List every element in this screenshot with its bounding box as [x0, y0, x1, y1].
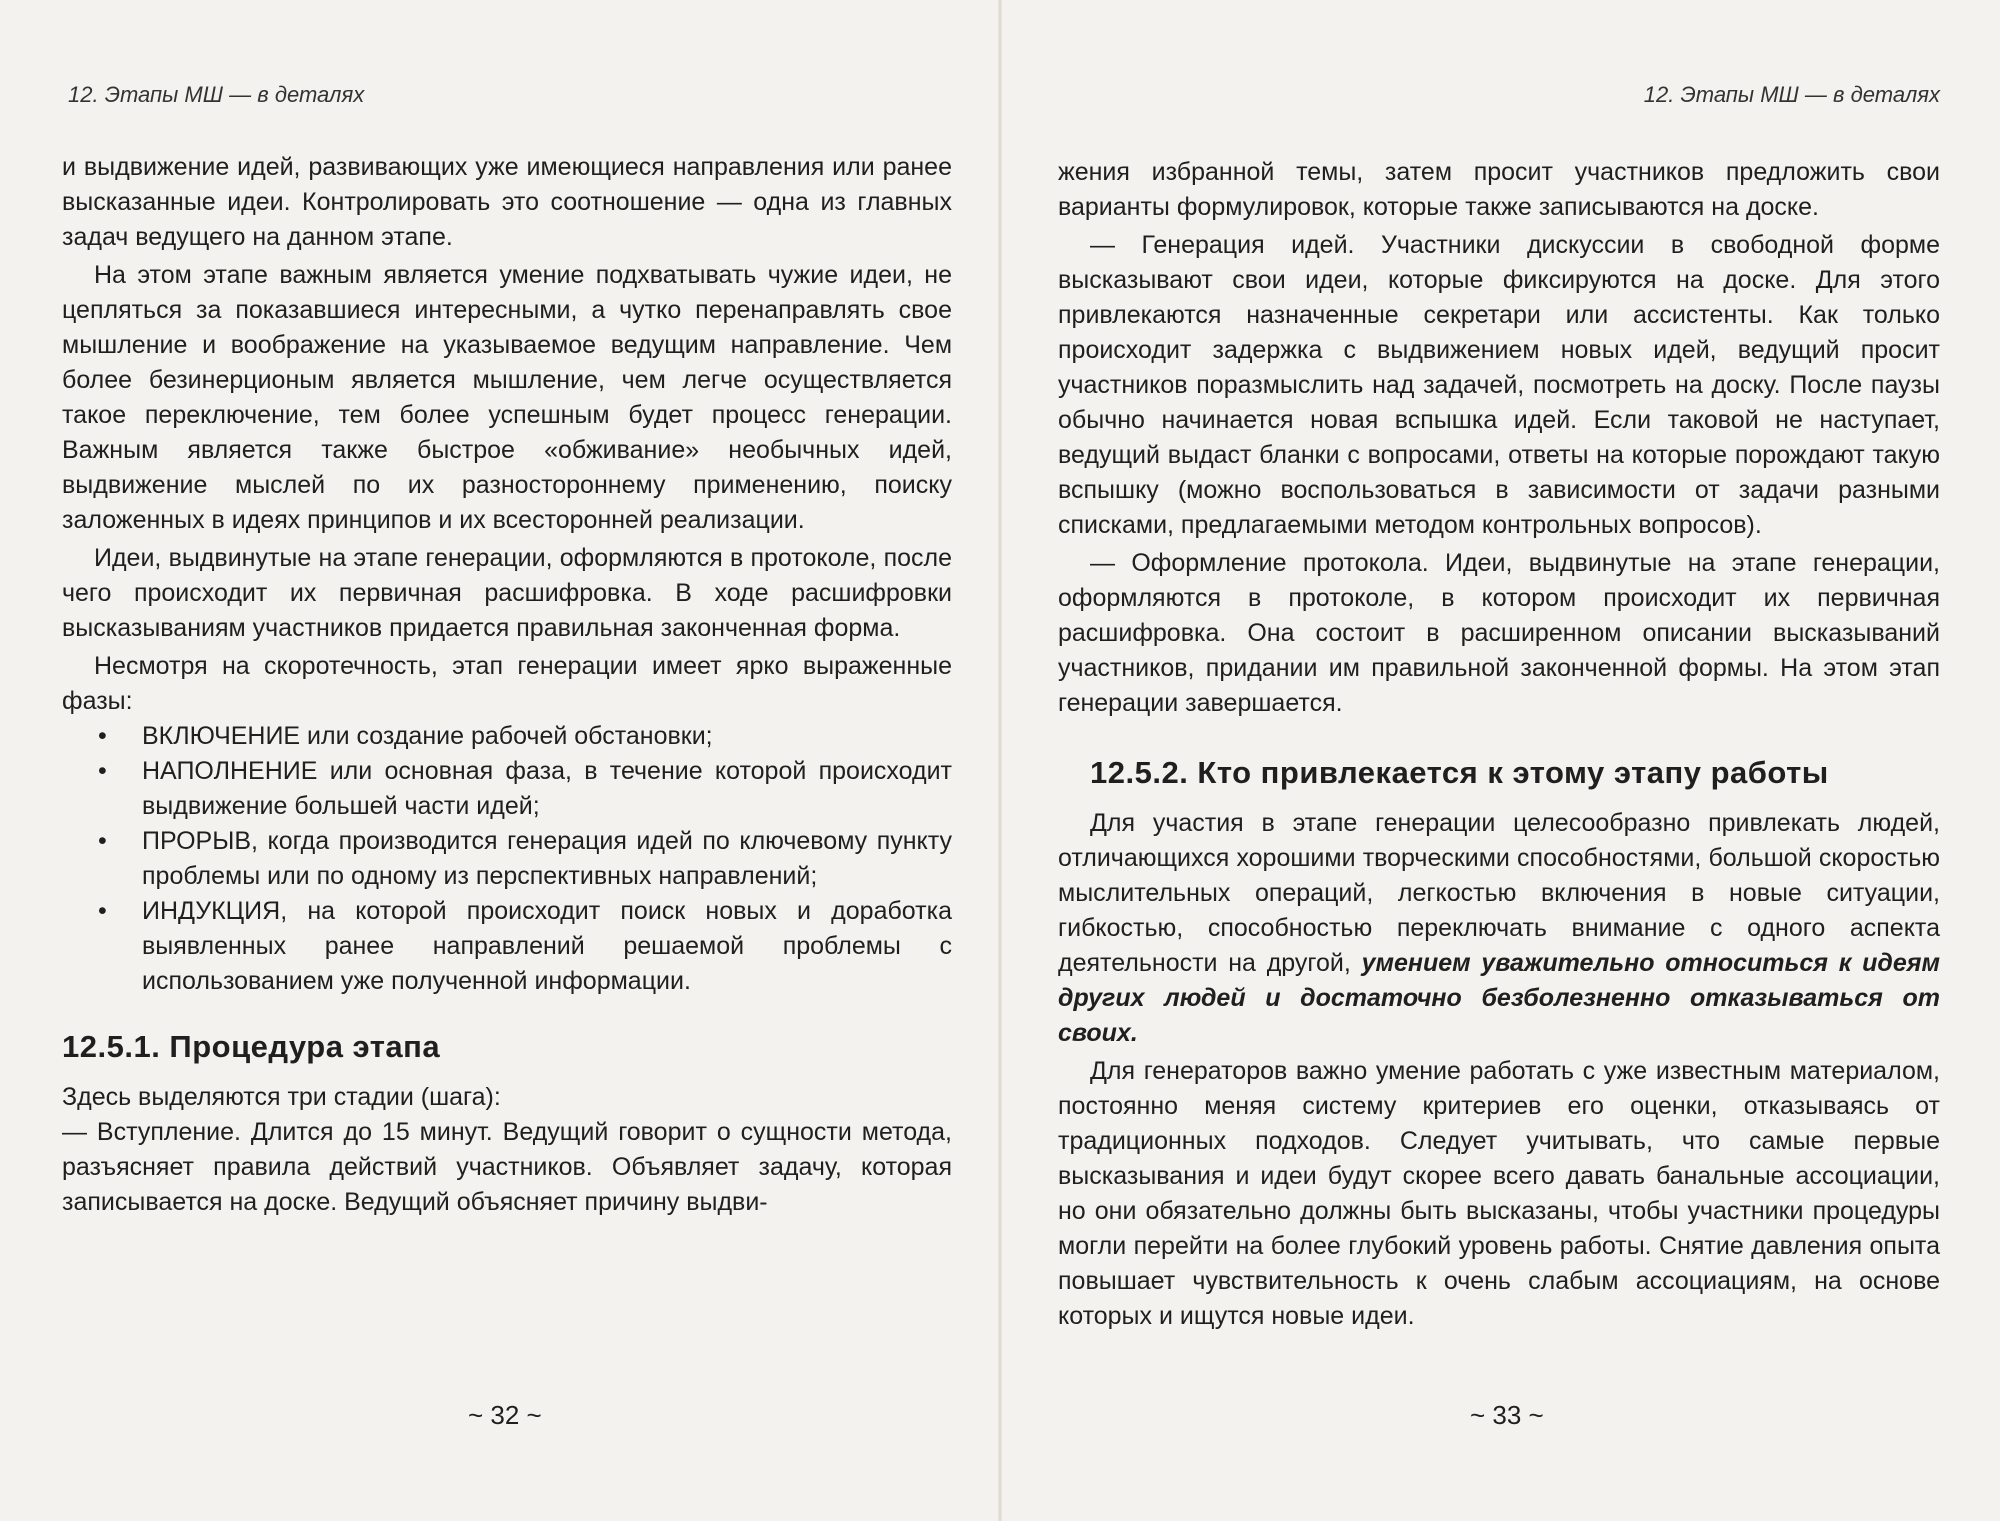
list-item: • ИНДУКЦИЯ, на которой происходит поиск новых и доработка выявленных ранее направлений решаемой проблемы с использованием уже полученной информации.: [62, 894, 952, 999]
section-heading-12-5-1: 12.5.1. Процедура этапа: [62, 1029, 441, 1064]
left-paragraph-1: и выдвижение идей, развивающих уже имеющиеся направления или ранее высказанные идеи. Контролировать это соотношение — одна из главных задач ведущего на данном этапе.: [62, 153, 952, 251]
right-paragraph-4: Для участия в этапе генерации целесообразно привлекать людей, отличающихся хорошими творческими способностями, большой скоростью мыслительных операций, легкостью включения в новые ситуации, гибкостью, способностью переключать внимание с одного аспекта деятельности на другой, умением уважительно относиться к идеям других людей и достаточно безболезненно отказываться от своих.: [1058, 809, 1941, 1047]
left-paragraph-4: Несмотря на скоротечность, этап генерации имеет ярко выраженные фазы:: [62, 652, 952, 715]
list-item: • ПРОРЫВ, когда производится генерация идей по ключевому пункту проблемы или по одному из перспективных направлений;: [62, 824, 952, 894]
left-paragraph-3: Идеи, выдвинутые на этапе генерации, оформляются в протоколе, после чего происходит их первичная расшифровка. В ходе расшифровки высказываниям участников придается правильная законченная форма.: [62, 544, 952, 642]
right-paragraph-2: — Генерация идей. Участники дискуссии в свободной форме высказывают свои идеи, которые фиксируются на доске. Для этого привлекаются назначенные секретари или ассистенты. Как только происходит задержка с выдвижением новых идей, ведущий просит участников поразмыслить над задачей, посмотреть на доску. После паузы обычно начинается новая вспышка идей. Если таковой не наступает, ведущий выдаст бланки с вопросами, ответы на которые порождают такую вспышку (можно воспользоваться в зависимости от задачи разными списками, предлагаемыми методом контрольных вопросов).: [1058, 231, 1940, 539]
right-paragraph-3: — Оформление протокола. Идеи, выдвинутые на этапе генерации, оформляются в протоколе, в котором происходит их первичная расшифровка. Она состоит в расширенном описании высказываний участников, придании им правильной законченной формы. На этом этап генерации завершается.: [1058, 549, 1940, 717]
bullet-icon: •: [98, 722, 107, 750]
left-paragraph-2: На этом этапе важным является умение подхватывать чужие идеи, не цепляться за показавшиеся интересными, а чутко перенаправлять свое мышление и воображение на указываемое ведущим направление. Чем более безинерционым является мышление, чем легче осуществляется такое переключение, тем более успешным будет процесс генерации. Важным является также быстрое «обживание» необычных идей, выдвижение мыслей по их разностороннему применению, поиску заложенных в идеях принципов и их всесторонней реализации.: [62, 261, 952, 534]
left-stages-intro: Здесь выделяются три стадии (шага):: [62, 1083, 501, 1111]
emphasized-text: умением уважительно относиться к идеям других людей и достаточно безболезненно отказываться от своих.: [1058, 949, 1941, 1047]
list-item: • НАПОЛНЕНИЕ или основная фаза, в течение которой происходит выдвижение большей части идей;: [62, 754, 952, 824]
right-page: [1000, 0, 2000, 1521]
phases-list: [62, 719, 952, 999]
bullet-icon: •: [98, 757, 107, 785]
left-body-text: [62, 150, 952, 1220]
page-number-left: ~ 32 ~: [468, 1400, 542, 1430]
right-running-head: 12. Этапы МШ — в деталях: [1643, 82, 1940, 107]
right-paragraph-5: Для генераторов важно умение работать с уже известным материалом, постоянно меняя систему критериев его оценки, отказываясь от традиционных подходов. Следует учитывать, что самые первые высказывания и идеи будут скорее всего давать банальные ассоциации, но они обязательно должны быть высказаны, чтобы участники процедуры могли перейти на более глубокий уровень работы. Снятие давления опыта повышает чувствительность к очень слабым ассоциациям, на основе которых и ищутся новые идеи.: [1058, 1057, 1940, 1330]
bullet-icon: •: [98, 827, 107, 855]
left-running-head: 12. Этапы МШ — в деталях: [68, 82, 365, 107]
bullet-icon: •: [98, 897, 107, 925]
list-item: • ВКЛЮЧЕНИЕ или создание рабочей обстановки;: [62, 719, 952, 754]
section-heading-12-5-2: 12.5.2. Кто привлекается к этому этапу работы: [1090, 755, 1829, 790]
left-stage-intro-text: — Вступление. Длится до 15 минут. Ведущий говорит о сущности метода, разъясняет правила действий участников. Объявляет задачу, которая записывается на доске. Ведущий объясняет причину выдви-: [62, 1118, 952, 1216]
right-body-text: [1058, 155, 1940, 1334]
right-paragraph-1: жения избранной темы, затем просит участников предложить свои варианты формулировок, которые также записываются на доске.: [1058, 158, 1940, 221]
page-number-right: ~ 33 ~: [1470, 1400, 1544, 1430]
